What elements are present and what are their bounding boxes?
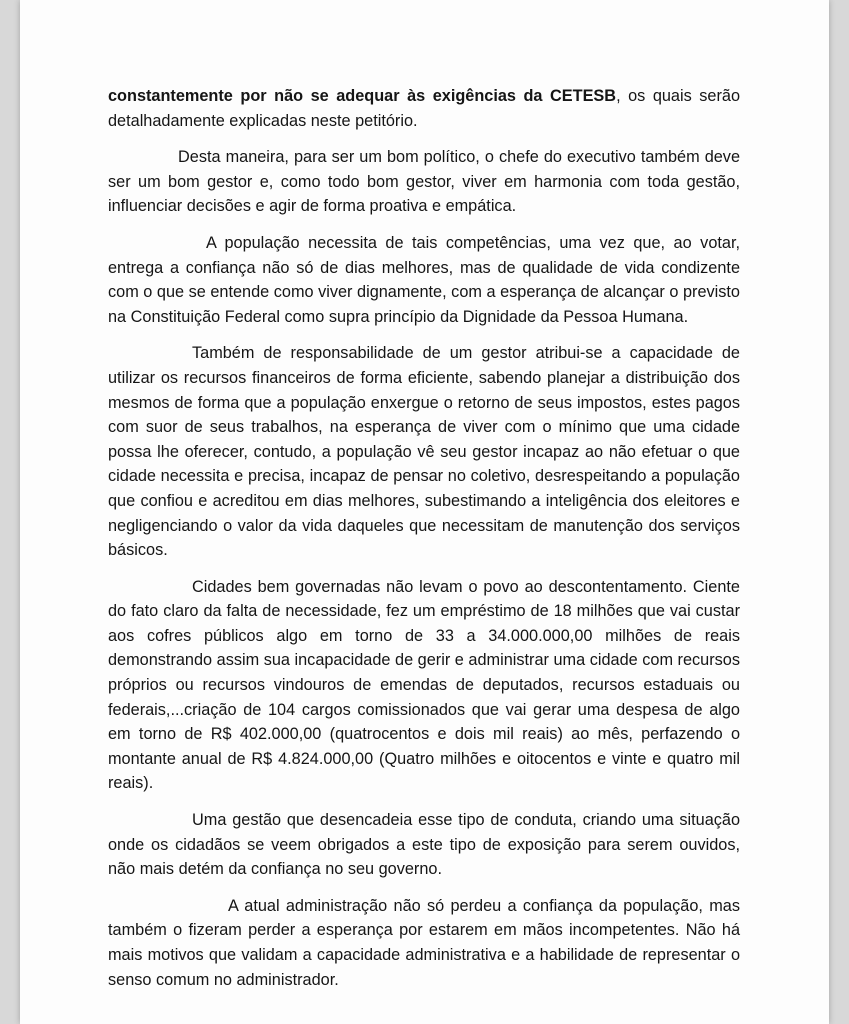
document-body: [108, 84, 740, 992]
paragraph-4: Também de responsabilidade de um gestor atribui-se a capacidade de utilizar os recursos financeiros de forma eficiente, sabendo planejar a distribuição dos mesmos de forma que a população enxergue o retorno de seus impostos, estes pagos com suor de seus trabalhos, na esperança de viver com o mínimo que uma cidade possa lhe oferecer, contudo, a população vê seu gestor incapaz ao não efetuar o que cidade necessita e precisa, incapaz de pensar no coletivo, desrespeitando a população que confiou e acreditou em dias melhores, subestimando a inteligência dos eleitores e negligenciando o valor da vida daqueles que necessitam de manutenção dos serviços básicos.: [108, 344, 740, 560]
paragraph-2: Desta maneira, para ser um bom político, o chefe do executivo também deve ser um bom gestor e, como todo bom gestor, viver em harmonia com toda gestão, influenciar decisões e agir de forma proativa e empática.: [108, 148, 740, 216]
paragraph-1: [108, 84, 740, 133]
paragraph-5: Cidades bem governadas não levam o povo ao descontentamento. Ciente do fato claro da falta de necessidade, fez um empréstimo de 18 milhões que vai custar aos cofres públicos algo em torno de 33 a 34.000.000,00 milhões de reais demonstrando assim sua incapacidade de gerir e administrar uma cidade com recursos próprios ou recursos vindouros de emendas de deputados, recursos estaduais ou federais,...criação de 104 cargos comissionados que vai gerar uma despesa de algo em torno de R$ 402.000,00 (quatrocentos e dois mil reais) ao mês, perfazendo o montante anual de R$ 4.824.000,00 (Quatro milhões e oitocentos e vinte e quatro mil reais).: [108, 577, 740, 793]
bold-prefix: constantemente por não se adequar às exigências da CETESB: [108, 87, 617, 105]
paragraph-7: A atual administração não só perdeu a confiança da população, mas também o fizeram perder a esperança por estarem em mãos incompetentes. Não há mais motivos que validam a capacidade administrativa e a habilidade de representar o senso comum no administrador.: [108, 896, 740, 989]
paragraph-1-text: , os quais serão detalhadamente explicadas neste petitório.: [108, 87, 740, 130]
paragraph-3: A população necessita de tais competências, uma vez que, ao votar, entrega a confiança não só de dias melhores, mas de qualidade de vida condizente com o que se entende como viver dignamente, com a esperança de alcançar o previsto na Constituição Federal como supra princípio da Dignidade da Pessoa Humana.: [108, 233, 740, 326]
document-page: [20, 0, 829, 1024]
paragraph-6: Uma gestão que desencadeia esse tipo de conduta, criando uma situação onde os cidadãos se veem obrigados a este tipo de exposição para serem ouvidos, não mais detém da confiança no seu governo.: [108, 811, 740, 879]
